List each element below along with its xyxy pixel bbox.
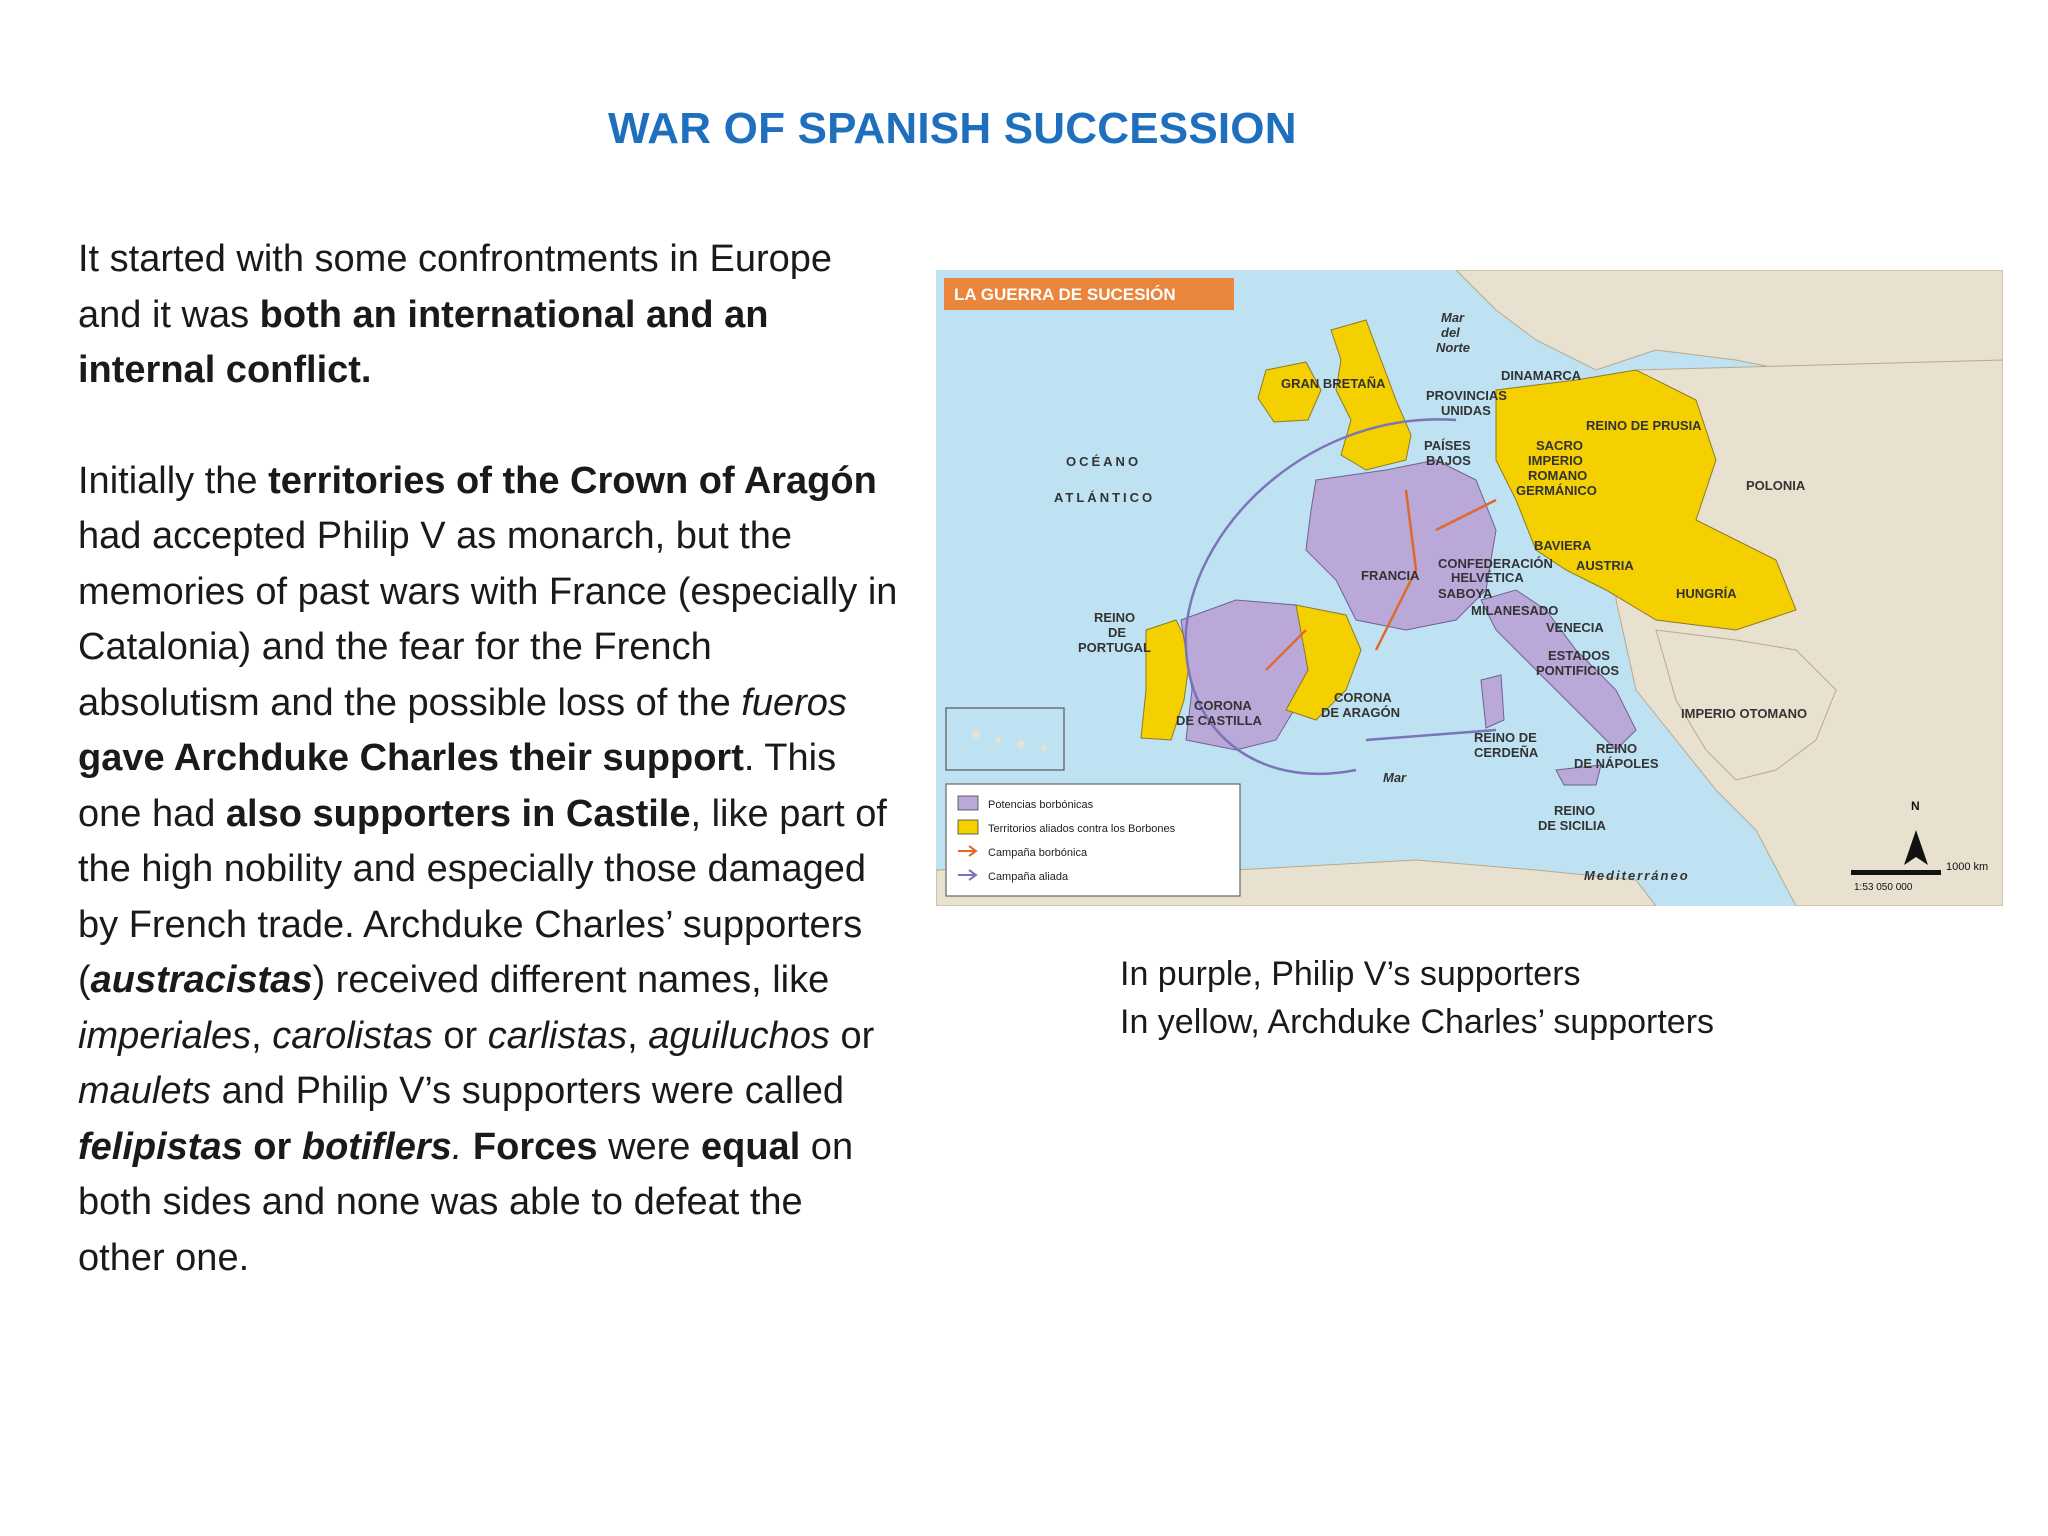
text-run: , like part of the high nobility and especially those damaged by French trade. Archduke Charles’ supporters ( (78, 792, 887, 1001)
text-run: or (432, 1014, 488, 1057)
label-sea-north: Mar (1441, 310, 1465, 325)
canary-island (1017, 741, 1025, 749)
label-confederacion: CONFEDERACIÓN (1438, 556, 1553, 571)
paragraph-main (78, 454, 898, 1287)
text-run: and Philip V’s supporters were called (211, 1070, 845, 1112)
legend-swatch-allied (958, 820, 978, 834)
label-hungria: HUNGRÍA (1676, 586, 1737, 601)
text-run-bold: Forces (472, 1125, 598, 1168)
label-sicilia: REINO (1554, 803, 1596, 818)
label-sea-north: del (1441, 325, 1460, 340)
label-aragon: CORONA (1334, 690, 1392, 705)
text-run-bold-italic: austracistas (90, 959, 313, 1001)
north-label: N (1911, 799, 1920, 813)
text-run-italic: aguiluchos (648, 1014, 830, 1057)
legend-label: Campaña aliada (988, 871, 1069, 883)
scale-km-label: 1000 km (1946, 861, 1989, 873)
canary-island (1041, 745, 1047, 751)
text-run: on both sides and none was able to defeat the other one. (78, 1125, 854, 1279)
label-portugal: REINO (1094, 610, 1136, 625)
label-napoles: REINO (1596, 741, 1638, 756)
text-run: Initially the (78, 459, 269, 502)
text-run: It started with some confrontments in Europe and it was (78, 238, 833, 336)
text-run: , (627, 1014, 649, 1057)
label-austria: AUSTRIA (1576, 558, 1634, 573)
text-run-bold: or (242, 1125, 302, 1168)
label-paises: BAJOS (1426, 453, 1471, 468)
label-castilla: CORONA (1194, 698, 1252, 713)
text-run-bold: territories of the Crown of Aragón (268, 459, 877, 502)
label-ocean: OCÉANO (1066, 454, 1142, 469)
label-ocean: ATLÁNTICO (1054, 490, 1156, 505)
label-otomano: IMPERIO OTOMANO (1681, 706, 1808, 721)
text-run-bold-italic: botiflers (301, 1125, 452, 1168)
label-paises: PAÍSES (1424, 438, 1471, 453)
label-saboya: SABOYA (1438, 586, 1493, 601)
caption-line-purple: In purple, Philip V’s supporters (1120, 955, 1581, 993)
label-mar: Mar (1383, 770, 1407, 785)
text-run-italic: fueros (741, 681, 847, 724)
legend-label: Territorios aliados contra los Borbones (988, 823, 1176, 835)
label-mediterraneo: Mediterráneo (1584, 868, 1690, 883)
label-baviera: BAVIERA (1534, 538, 1592, 553)
text-run: had accepted Philip V as monarch, but the memories of past wars with France (especially in Catalonia) and the fear for the French absolutism and the possible loss of the (78, 515, 898, 724)
paragraph-intro (78, 232, 898, 399)
succession-war-map (936, 270, 2003, 906)
label-sacro: ROMANO (1528, 468, 1588, 483)
label-cerdena: CERDEÑA (1474, 745, 1539, 760)
label-napoles: DE NÁPOLES (1574, 756, 1659, 771)
label-gran-bretana: GRAN BRETAÑA (1281, 376, 1386, 391)
text-run-bold: equal (701, 1125, 801, 1168)
label-sea-north: Norte (1436, 340, 1470, 355)
text-run: , (251, 1014, 273, 1057)
label-milanesado: MILANESADO (1471, 603, 1559, 618)
label-estados: PONTIFICIOS (1536, 663, 1620, 678)
legend-label: Campaña borbónica (988, 847, 1088, 859)
legend-swatch-bourbon (958, 796, 978, 810)
map-title: LA GUERRA DE SUCESIÓN (954, 285, 1176, 304)
text-run: . This one had (78, 737, 837, 835)
label-francia: FRANCIA (1361, 568, 1420, 583)
text-run: ) received different names, like (312, 959, 830, 1001)
label-sicilia: DE SICILIA (1538, 818, 1606, 833)
canary-island (972, 731, 980, 739)
text-run-italic: . (451, 1125, 463, 1168)
map-svg (936, 270, 2003, 906)
label-prusia: REINO DE PRUSIA (1586, 418, 1702, 433)
body-text (78, 232, 898, 1286)
text-run-italic: imperiales (78, 1014, 252, 1057)
scale-ratio-label: 1:53 050 000 (1854, 882, 1913, 893)
label-confederacion: HELVÉTICA (1451, 570, 1524, 585)
label-provincias: UNIDAS (1441, 403, 1491, 418)
label-cerdena: REINO DE (1474, 730, 1537, 745)
text-run-italic: carolistas (272, 1014, 433, 1057)
text-run: were (597, 1125, 701, 1168)
label-venecia: VENECIA (1546, 620, 1604, 635)
text-run-bold: also supporters in Castile (225, 792, 691, 835)
label-sacro: SACRO (1536, 438, 1583, 453)
label-estados: ESTADOS (1548, 648, 1610, 663)
text-run-bold: both an international and an internal conflict. (78, 293, 769, 391)
text-run-italic: maulets (78, 1070, 212, 1112)
text-run: or (829, 1014, 875, 1057)
label-portugal: DE (1108, 625, 1127, 640)
text-run-bold-italic: felipistas (78, 1125, 243, 1168)
label-dinamarca: DINAMARCA (1501, 368, 1582, 383)
label-portugal: PORTUGAL (1078, 640, 1151, 655)
label-sacro: IMPERIO (1528, 453, 1583, 468)
caption-line-yellow: In yellow, Archduke Charles’ supporters (1120, 1003, 1715, 1041)
label-aragon: DE ARAGÓN (1321, 705, 1400, 720)
map-caption (1120, 950, 1714, 1046)
label-polonia: POLONIA (1746, 478, 1806, 493)
canary-inset (946, 708, 1064, 770)
legend-label: Potencias borbónicas (988, 799, 1094, 811)
slide-title: WAR OF SPANISH SUCCESSION (608, 104, 1297, 153)
scale-bar (1851, 870, 1941, 875)
text-run (462, 1126, 473, 1168)
label-castilla: DE CASTILLA (1176, 713, 1262, 728)
label-sacro: GERMÁNICO (1516, 483, 1597, 498)
canary-island (995, 737, 1001, 743)
text-run-italic: carlistas (487, 1014, 628, 1057)
text-run-bold: gave Archduke Charles their support (78, 737, 744, 779)
label-provincias: PROVINCIAS (1426, 388, 1507, 403)
